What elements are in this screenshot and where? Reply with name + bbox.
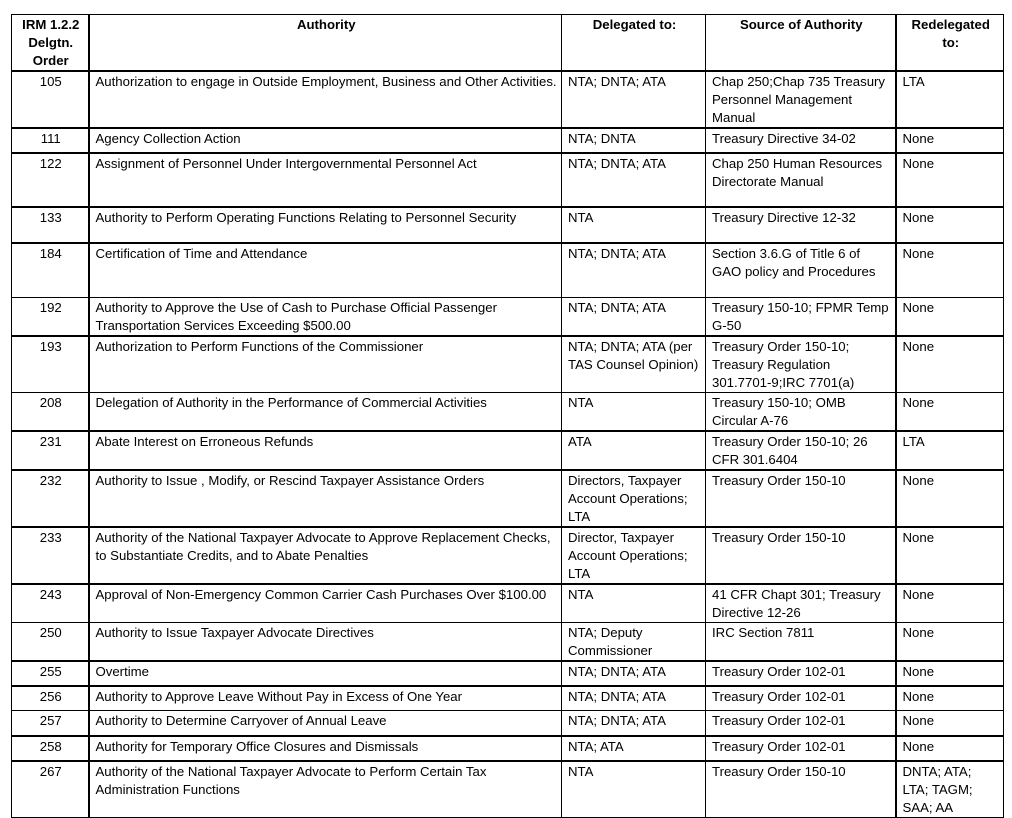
order-cell: 258 [12, 736, 89, 761]
redelegated-to-cell: None [896, 207, 1004, 243]
authority-cell: Authority to Issue , Modify, or Rescind Taxpayer Assistance Orders [89, 470, 562, 527]
redelegated-to-cell: None [896, 392, 1004, 431]
source-cell: Treasury Order 150-10 [706, 527, 896, 584]
authority-cell: Authorization to Perform Functions of the Commissioner [89, 336, 562, 393]
source-cell: Chap 250 Human Resources Directorate Manual [706, 153, 896, 207]
table-row [12, 736, 1004, 761]
delegated-to-cell: ATA [562, 431, 706, 470]
order-cell: 243 [12, 584, 89, 623]
authority-cell: Agency Collection Action [89, 128, 562, 153]
order-cell: 193 [12, 336, 89, 393]
redelegated-to-cell: LTA [896, 431, 1004, 470]
delegated-to-cell: NTA; DNTA; ATA [562, 661, 706, 686]
redelegated-to-cell: DNTA; ATA; LTA; TAGM; SAA; AA [896, 761, 1004, 818]
order-cell: 105 [12, 71, 89, 128]
source-cell: Treasury Order 102-01 [706, 736, 896, 761]
table-row [12, 128, 1004, 153]
table-row [12, 661, 1004, 686]
table-row [12, 527, 1004, 584]
table-row [12, 686, 1004, 711]
source-cell: Section 3.6.G of Title 6 of GAO policy and Procedures [706, 243, 896, 297]
source-cell: Treasury 150-10; FPMR Temp G-50 [706, 297, 896, 336]
delegated-to-cell: Director, Taxpayer Account Operations; LTA [562, 527, 706, 584]
order-cell: 257 [12, 711, 89, 736]
delegated-to-cell: NTA [562, 584, 706, 623]
source-cell: Treasury Order 102-01 [706, 686, 896, 711]
redelegated-to-cell: None [896, 336, 1004, 393]
authority-cell: Authority to Determine Carryover of Annual Leave [89, 711, 562, 736]
table-row [12, 622, 1004, 661]
redelegated-to-cell: None [896, 128, 1004, 153]
authority-cell: Authority of the National Taxpayer Advocate to Perform Certain Tax Administration Functions [89, 761, 562, 818]
delegated-to-cell: NTA; ATA [562, 736, 706, 761]
order-cell: 192 [12, 297, 89, 336]
authority-cell: Authorization to engage in Outside Employment, Business and Other Activities. [89, 71, 562, 128]
table-row [12, 431, 1004, 470]
redelegated-to-cell: None [896, 736, 1004, 761]
order-cell: 133 [12, 207, 89, 243]
source-cell: Treasury Directive 34-02 [706, 128, 896, 153]
authority-cell: Approval of Non-Emergency Common Carrier Cash Purchases Over $100.00 [89, 584, 562, 623]
delegated-to-cell: NTA; Deputy Commissioner [562, 622, 706, 661]
header-authority: Authority [89, 15, 562, 72]
header-delegated-to: Delegated to: [562, 15, 706, 72]
redelegated-to-cell: None [896, 584, 1004, 623]
order-cell: 255 [12, 661, 89, 686]
redelegated-to-cell: LTA [896, 71, 1004, 128]
delegated-to-cell: NTA; DNTA; ATA [562, 711, 706, 736]
table-row [12, 207, 1004, 243]
redelegated-to-cell: None [896, 470, 1004, 527]
order-cell: 267 [12, 761, 89, 818]
delegation-orders-table [11, 14, 1004, 818]
delegated-to-cell: NTA; DNTA; ATA [562, 297, 706, 336]
authority-cell: Authority of the National Taxpayer Advocate to Approve Replacement Checks, to Substantiate Credits, and to Abate Penalties [89, 527, 562, 584]
authority-cell: Authority for Temporary Office Closures and Dismissals [89, 736, 562, 761]
header-source: Source of Authority [706, 15, 896, 72]
delegated-to-cell: NTA [562, 207, 706, 243]
redelegated-to-cell: None [896, 527, 1004, 584]
table-row [12, 297, 1004, 336]
delegated-to-cell: NTA; DNTA; ATA [562, 686, 706, 711]
source-cell: Chap 250;Chap 735 Treasury Personnel Management Manual [706, 71, 896, 128]
redelegated-to-cell: None [896, 686, 1004, 711]
redelegated-to-cell: None [896, 622, 1004, 661]
source-cell: Treasury Order 102-01 [706, 661, 896, 686]
table-row [12, 71, 1004, 128]
authority-cell: Assignment of Personnel Under Intergovernmental Personnel Act [89, 153, 562, 207]
authority-cell: Abate Interest on Erroneous Refunds [89, 431, 562, 470]
source-cell: Treasury Directive 12-32 [706, 207, 896, 243]
source-cell: Treasury Order 102-01 [706, 711, 896, 736]
source-cell: Treasury Order 150-10 [706, 761, 896, 818]
header-row [12, 15, 1004, 72]
delegated-to-cell: NTA; DNTA; ATA [562, 153, 706, 207]
redelegated-to-cell: None [896, 243, 1004, 297]
redelegated-to-cell: None [896, 711, 1004, 736]
table-row [12, 470, 1004, 527]
redelegated-to-cell: None [896, 661, 1004, 686]
table-body [12, 71, 1004, 817]
header-redelegated-to: Redelegated to: [896, 15, 1004, 72]
authority-cell: Authority to Perform Operating Functions Relating to Personnel Security [89, 207, 562, 243]
table-row [12, 584, 1004, 623]
order-cell: 233 [12, 527, 89, 584]
authority-cell: Delegation of Authority in the Performance of Commercial Activities [89, 392, 562, 431]
table-row [12, 243, 1004, 297]
source-cell: IRC Section 7811 [706, 622, 896, 661]
authority-cell: Overtime [89, 661, 562, 686]
order-cell: 208 [12, 392, 89, 431]
authority-cell: Authority to Issue Taxpayer Advocate Directives [89, 622, 562, 661]
order-cell: 184 [12, 243, 89, 297]
header-order: IRM 1.2.2 Delgtn. Order [12, 15, 89, 72]
order-cell: 250 [12, 622, 89, 661]
delegated-to-cell: NTA; DNTA; ATA [562, 243, 706, 297]
table-row [12, 711, 1004, 736]
order-cell: 256 [12, 686, 89, 711]
redelegated-to-cell: None [896, 153, 1004, 207]
source-cell: Treasury 150-10; OMB Circular A-76 [706, 392, 896, 431]
delegated-to-cell: NTA; DNTA; ATA [562, 71, 706, 128]
delegated-to-cell: NTA [562, 392, 706, 431]
source-cell: 41 CFR Chapt 301; Treasury Directive 12-26 [706, 584, 896, 623]
source-cell: Treasury Order 150-10 [706, 470, 896, 527]
order-cell: 231 [12, 431, 89, 470]
authority-cell: Authority to Approve Leave Without Pay in Excess of One Year [89, 686, 562, 711]
table-row [12, 336, 1004, 393]
authority-cell: Authority to Approve the Use of Cash to Purchase Official Passenger Transportation Services Exceeding $500.00 [89, 297, 562, 336]
delegated-to-cell: NTA [562, 761, 706, 818]
order-cell: 122 [12, 153, 89, 207]
delegated-to-cell: NTA; DNTA; ATA (per TAS Counsel Opinion) [562, 336, 706, 393]
table-row [12, 761, 1004, 818]
order-cell: 111 [12, 128, 89, 153]
table-row [12, 392, 1004, 431]
authority-cell: Certification of Time and Attendance [89, 243, 562, 297]
redelegated-to-cell: None [896, 297, 1004, 336]
delegated-to-cell: Directors, Taxpayer Account Operations; LTA [562, 470, 706, 527]
source-cell: Treasury Order 150-10; Treasury Regulation 301.7701-9;IRC 7701(a) [706, 336, 896, 393]
source-cell: Treasury Order 150-10; 26 CFR 301.6404 [706, 431, 896, 470]
table-row [12, 153, 1004, 207]
delegated-to-cell: NTA; DNTA [562, 128, 706, 153]
order-cell: 232 [12, 470, 89, 527]
